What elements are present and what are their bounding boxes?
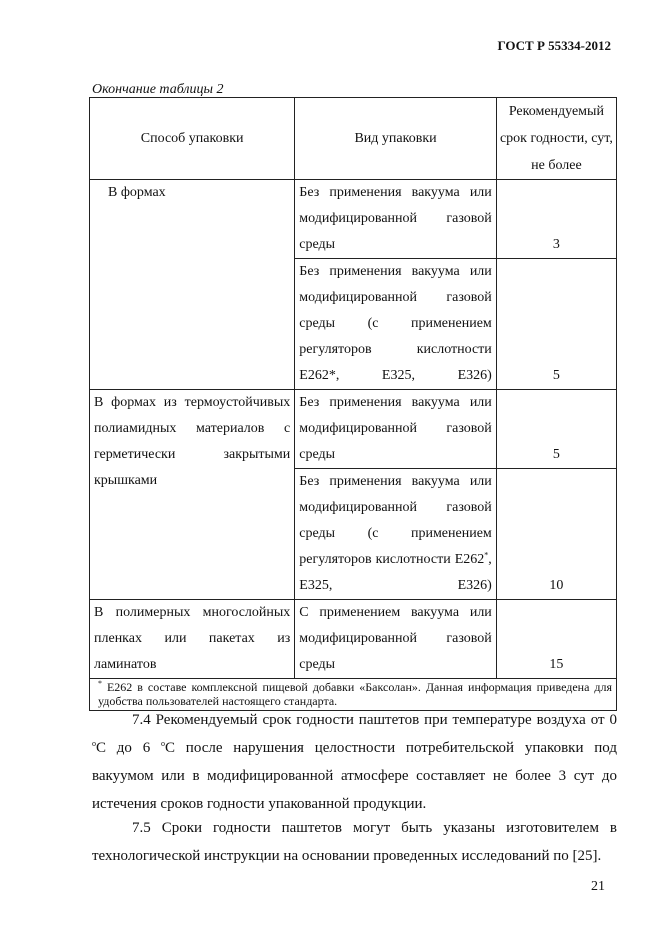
header-packing-method: Способ упаковки [90,98,295,180]
degree-mark: о [92,739,96,748]
shelf-life-value: 5 [496,259,616,390]
shelf-life-value: 3 [496,180,616,259]
paragraph-7-4-end: С после нарушения целостности потребительской упаковки под вакуумом или в модифицированной атмосфере составляет не более 3 сут до истечения сроков годности упакованной продукции. [92,740,617,812]
degree-mark: о [161,739,166,748]
page-number: 21 [591,879,605,894]
table-row [90,180,617,259]
paragraph-7-4-mid: С до 6 [96,740,162,756]
packing-type-cell: Без применения вакуума или модифицированной газовой среды [295,180,497,259]
header-packing-type: Вид упаковки [295,98,497,180]
footnote-marker: * [484,550,489,560]
footnote-text: E262 в составе комплексной пищевой добавки «Баксолан». Данная информация приведена для удобства пользователей настоящего стандарта. [98,680,613,708]
shelf-life-value: 15 [496,600,616,679]
document-code: ГОСТ Р 55334-2012 [497,38,611,53]
table-header-row [90,98,617,180]
packing-type-cell: Без применения вакуума или модифицированной газовой среды [295,390,497,469]
table-caption: Окончание таблицы 2 [92,82,224,97]
method-cell: В формах [90,180,295,390]
paragraph-7-4 [92,706,617,818]
shelf-life-value: 5 [496,390,616,469]
shelf-life-table [89,97,617,711]
packing-type-cell: Без применения вакуума или модифицированной газовой среды (с применением регуляторов кислотности E262*, E325, E326) [295,259,497,390]
paragraph-7-5: 7.5 Сроки годности паштетов могут быть указаны изготовителем в технологической инструкции на основании проведенных исследований по [25]. [92,820,617,864]
method-cell: В формах из термоустойчивых полиамидных материалов с герметически закрытыми крышками [90,390,295,600]
table-row [90,600,617,679]
footnote-marker: * [98,679,102,688]
table-row [90,390,617,469]
paragraph-7-4-start: 7.4 Рекомендуемый срок годности паштетов при температуре воздуха от 0 [132,712,617,728]
packing-type-cell [295,469,497,600]
header-shelf-life: Рекомендуемый срок годности, сут, не более [496,98,616,180]
method-cell: В полимерных многослойных пленках или пакетах из ламинатов [90,600,295,679]
packing-type-cell: С применением вакуума или модифицированной газовой среды [295,600,497,679]
shelf-life-value: 10 [496,469,616,600]
packing-type-text-end: , E325, E326) [299,552,492,593]
packing-type-text: Без применения вакуума или модифицированной газовой среды (с применением регуляторов кислотности E262 [299,474,492,567]
